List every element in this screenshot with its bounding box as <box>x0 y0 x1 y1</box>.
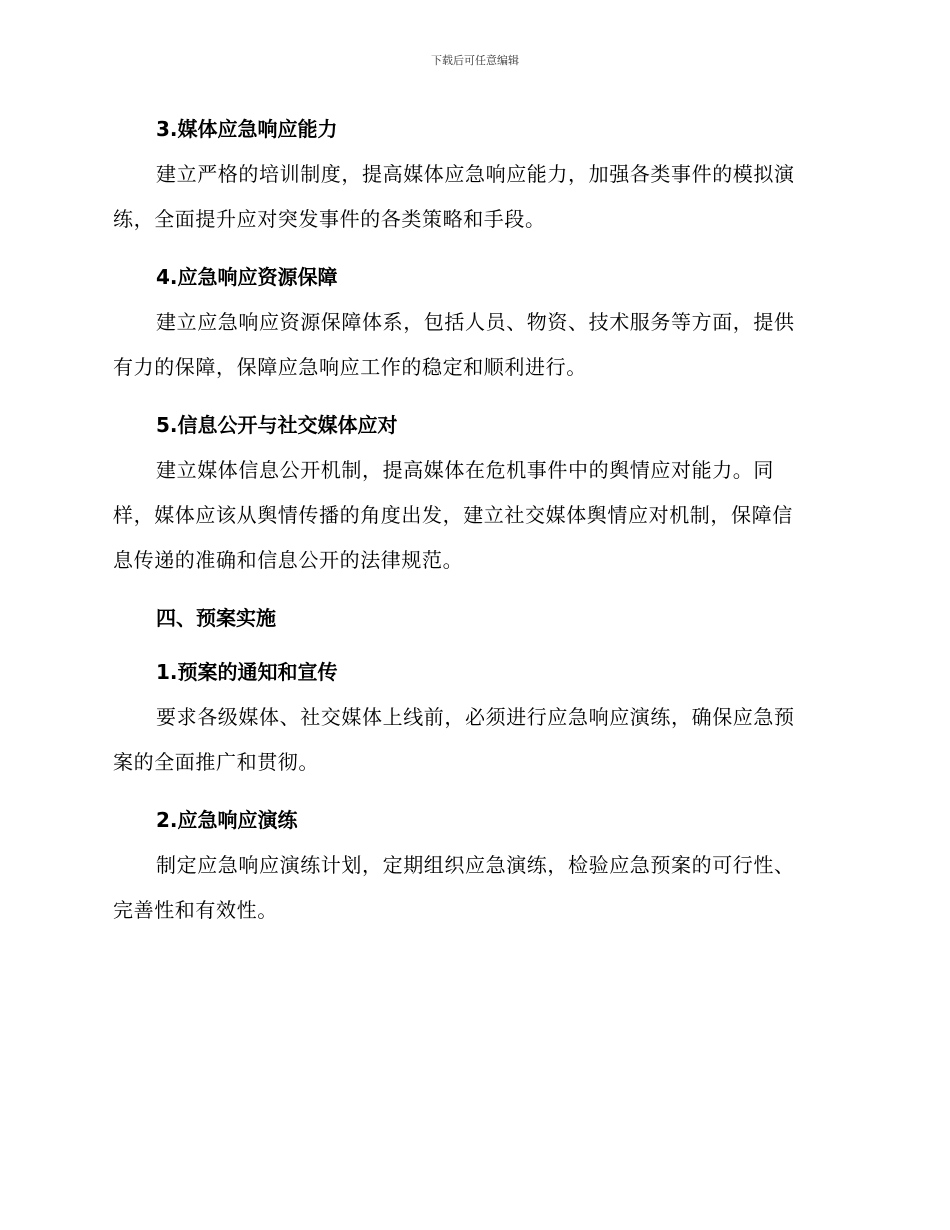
section-heading-media-capability: 3.媒体应急响应能力 <box>156 117 338 141</box>
paragraph-resource-support <box>113 300 833 390</box>
paragraph-line: 完善性和有效性。 <box>113 898 278 922</box>
paragraph-line: 息传递的准确和信息公开的法律规范。 <box>113 548 464 572</box>
paragraph-info-disclosure <box>113 448 833 583</box>
paragraph-line: 案的全面推广和贯彻。 <box>113 750 319 774</box>
section-heading-notification: 1.预案的通知和宣传 <box>156 660 338 684</box>
paragraph-line: 练，全面提升应对突发事件的各类策略和手段。 <box>113 207 546 231</box>
paragraph-media-capability <box>113 152 833 242</box>
section-heading-info-disclosure: 5.信息公开与社交媒体应对 <box>156 413 398 437</box>
paragraph-line: 制定应急响应演练计划，定期组织应急演练，检验应急预案的可行性、 <box>156 853 795 877</box>
paragraph-drill <box>113 843 833 933</box>
chapter-heading-plan-implementation: 四、预案实施 <box>156 606 276 630</box>
paragraph-line: 建立严格的培训制度，提高媒体应急响应能力，加强各类事件的模拟演 <box>156 162 795 186</box>
section-heading-resource-support: 4.应急响应资源保障 <box>156 265 338 289</box>
page-header: 下载后可任意编辑 <box>431 54 519 67</box>
paragraph-notification <box>113 695 833 785</box>
section-heading-drill: 2.应急响应演练 <box>156 808 298 832</box>
paragraph-line: 建立应急响应资源保障体系，包括人员、物资、技术服务等方面，提供 <box>156 310 795 334</box>
paragraph-line: 建立媒体信息公开机制，提高媒体在危机事件中的舆情应对能力。同 <box>156 458 774 482</box>
paragraph-line: 样，媒体应该从舆情传播的角度出发，建立社交媒体舆情应对机制，保障信 <box>113 503 793 527</box>
paragraph-line: 有力的保障，保障应急响应工作的稳定和顺利进行。 <box>113 355 587 379</box>
document-body <box>113 112 833 951</box>
paragraph-line: 要求各级媒体、社交媒体上线前，必须进行应急响应演练，确保应急预 <box>156 705 795 729</box>
